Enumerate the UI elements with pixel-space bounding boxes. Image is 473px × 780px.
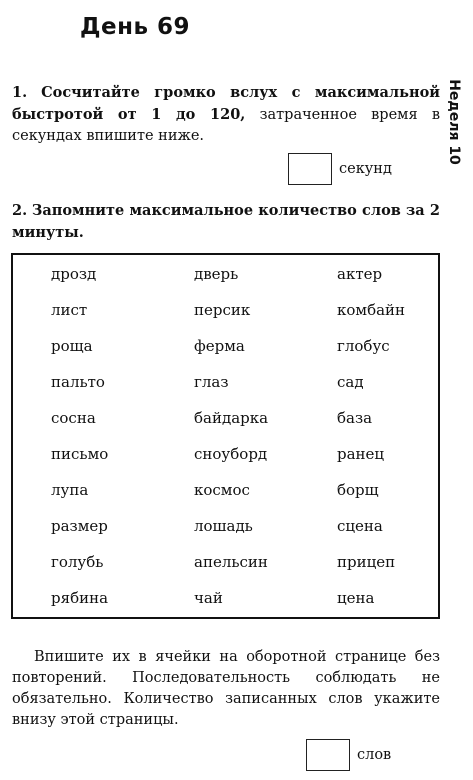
words-unit-label: слов bbox=[357, 747, 392, 763]
task-2-bold-text: Запомните максимальное количество слов за 2 минуты. bbox=[12, 202, 440, 241]
word-item: сосна bbox=[51, 409, 96, 427]
word-item: апельсин bbox=[194, 553, 268, 571]
task-2 bbox=[12, 200, 440, 244]
word-item: рябина bbox=[51, 589, 109, 607]
word-item: глобус bbox=[337, 337, 390, 355]
word-item: сцена bbox=[337, 517, 383, 535]
word-item: база bbox=[337, 409, 373, 427]
word-item: комбайн bbox=[337, 301, 406, 319]
task-2-number: 2. bbox=[12, 202, 28, 219]
task-1 bbox=[12, 82, 440, 147]
instructions-text: Впишите их в ячейки на оборотной странице без повторений. Последовательность соблюдать не обязательно. Количество записанных слов укажите внизу этой страницы. bbox=[12, 649, 440, 728]
word-item: роща bbox=[51, 337, 93, 355]
word-item: персик bbox=[194, 301, 251, 319]
seconds-answer-row bbox=[288, 153, 392, 185]
word-item: борщ bbox=[337, 481, 379, 499]
word-item: лошадь bbox=[194, 517, 253, 535]
word-item: ранец bbox=[337, 445, 385, 463]
word-item: сноуборд bbox=[194, 445, 268, 463]
word-item: актер bbox=[337, 265, 383, 283]
task-1-bold-text: Сосчитайте громко вслух с максимальной быстротой от 1 до 120, bbox=[12, 84, 441, 123]
word-item: дверь bbox=[194, 265, 239, 283]
word-item: глаз bbox=[194, 373, 229, 391]
word-item: размер bbox=[51, 517, 108, 535]
word-item: цена bbox=[337, 589, 375, 607]
words-count-answer-box[interactable] bbox=[306, 739, 350, 771]
word-item: чай bbox=[194, 589, 223, 607]
day-title: День 69 bbox=[80, 14, 191, 40]
words-count-answer-row bbox=[306, 739, 391, 771]
word-item: пальто bbox=[51, 373, 105, 391]
week-label bbox=[440, 80, 468, 164]
word-item: лупа bbox=[51, 481, 89, 499]
word-item: письмо bbox=[51, 445, 109, 463]
word-item: ферма bbox=[194, 337, 245, 355]
task-1-text: затраченное время в секундах впишите ниже. bbox=[12, 107, 440, 144]
word-item: прицеп bbox=[337, 553, 396, 571]
word-item: лист bbox=[51, 301, 88, 319]
word-item: дрозд bbox=[51, 265, 97, 283]
word-item: байдарка bbox=[194, 409, 269, 427]
week-label-text: Неделя 10 bbox=[446, 79, 462, 165]
words-table bbox=[11, 253, 440, 619]
seconds-answer-box[interactable] bbox=[288, 153, 332, 185]
word-item: голубь bbox=[51, 553, 104, 571]
word-item: космос bbox=[194, 481, 250, 499]
task-1-number: 1. bbox=[12, 84, 28, 101]
word-item: сад bbox=[337, 373, 364, 391]
seconds-unit-label: секунд bbox=[339, 161, 392, 177]
